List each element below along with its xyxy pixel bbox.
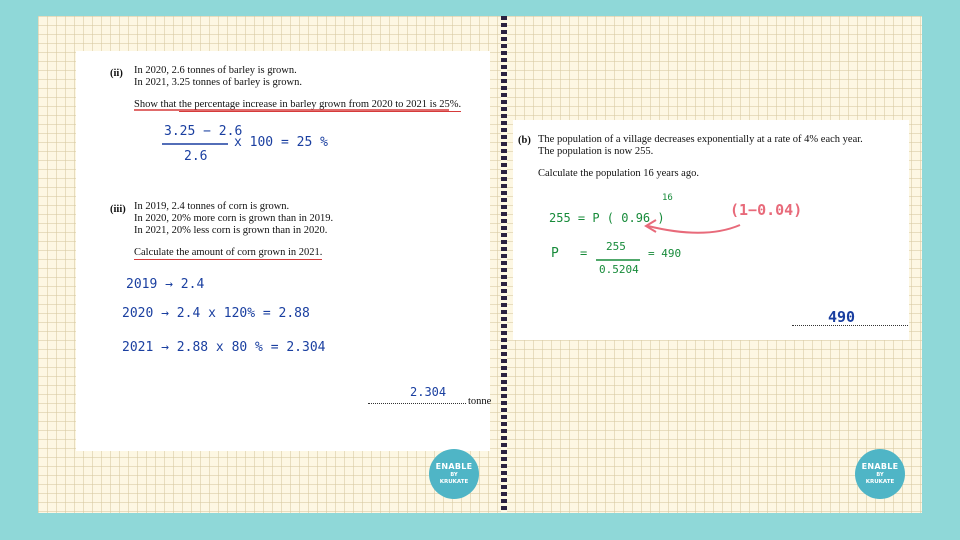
- enable-badge-right: [855, 449, 905, 499]
- b-annotation: (1−0.04): [730, 201, 803, 219]
- ii-work-denominator: 2.6: [184, 149, 208, 164]
- iii-work-2020: 2020 → 2.4 x 120% = 2.88: [122, 306, 310, 321]
- badge-left-line1: ENABLE: [435, 462, 473, 471]
- badge-left-line3: KRUKATE: [439, 479, 469, 485]
- part-b-label: (b): [518, 135, 531, 146]
- part-b-line2: The population is now 255.: [538, 146, 654, 157]
- badge-right-line2: BY: [876, 472, 884, 478]
- part-ii-task-underlined: the percentage increase in barley grown from 2020 to 2021 is 25%.: [178, 99, 462, 110]
- iii-answer: 2.304: [410, 385, 447, 399]
- part-ii-task-prefix: Show that: [134, 99, 179, 110]
- part-iii-line1: In 2019, 2.4 tonnes of corn is grown.: [134, 201, 290, 212]
- b-answer-line: [792, 324, 908, 326]
- part-iii-task-underlined: Calculate the amount of corn grown in 2021.: [134, 247, 323, 258]
- part-ii-task: [134, 98, 461, 111]
- b-equation: 255 = P ( 0.96 ): [549, 211, 665, 225]
- b-exponent: 16: [662, 193, 673, 203]
- iii-work-2019: 2019 → 2.4: [126, 277, 205, 292]
- b-answer: 490: [828, 308, 856, 326]
- badge-left-line2: BY: [450, 472, 458, 478]
- part-iii-line3: In 2021, 20% less corn is grown than in 2020.: [134, 225, 328, 236]
- iii-answer-unit: tonne: [468, 396, 492, 407]
- b-frac-numerator: 255: [606, 240, 626, 253]
- ii-work-rest: x 100 = 25 %: [234, 135, 328, 150]
- part-iii-line2: In 2020, 20% more corn is grown than in 2019.: [134, 213, 334, 224]
- badge-right-line1: ENABLE: [861, 462, 899, 471]
- b-p-equals: =: [580, 246, 588, 260]
- part-b-task: Calculate the population 16 years ago.: [538, 168, 699, 179]
- part-ii-label: (ii): [110, 68, 123, 79]
- part-iii-label: (iii): [110, 204, 126, 215]
- part-ii-line2: In 2021, 3.25 tonnes of barley is grown.: [134, 77, 302, 88]
- part-ii-line1: In 2020, 2.6 tonnes of barley is grown.: [134, 65, 297, 76]
- part-iii-task: [134, 246, 322, 259]
- badge-right-line3: KRUKATE: [865, 479, 895, 485]
- iii-work-2021: 2021 → 2.88 x 80 % = 2.304: [122, 340, 326, 355]
- iii-answer-line: [368, 402, 466, 404]
- b-p-label: P: [551, 246, 559, 261]
- page-divider: [501, 16, 507, 513]
- b-frac-denominator: 0.5204: [599, 263, 639, 276]
- part-b-line1: The population of a village decreases exponentially at a rate of 4% each year.: [538, 134, 863, 145]
- enable-badge-left: [429, 449, 479, 499]
- b-p-result: = 490: [648, 247, 682, 260]
- ii-work-numerator: 3.25 − 2.6: [164, 124, 243, 139]
